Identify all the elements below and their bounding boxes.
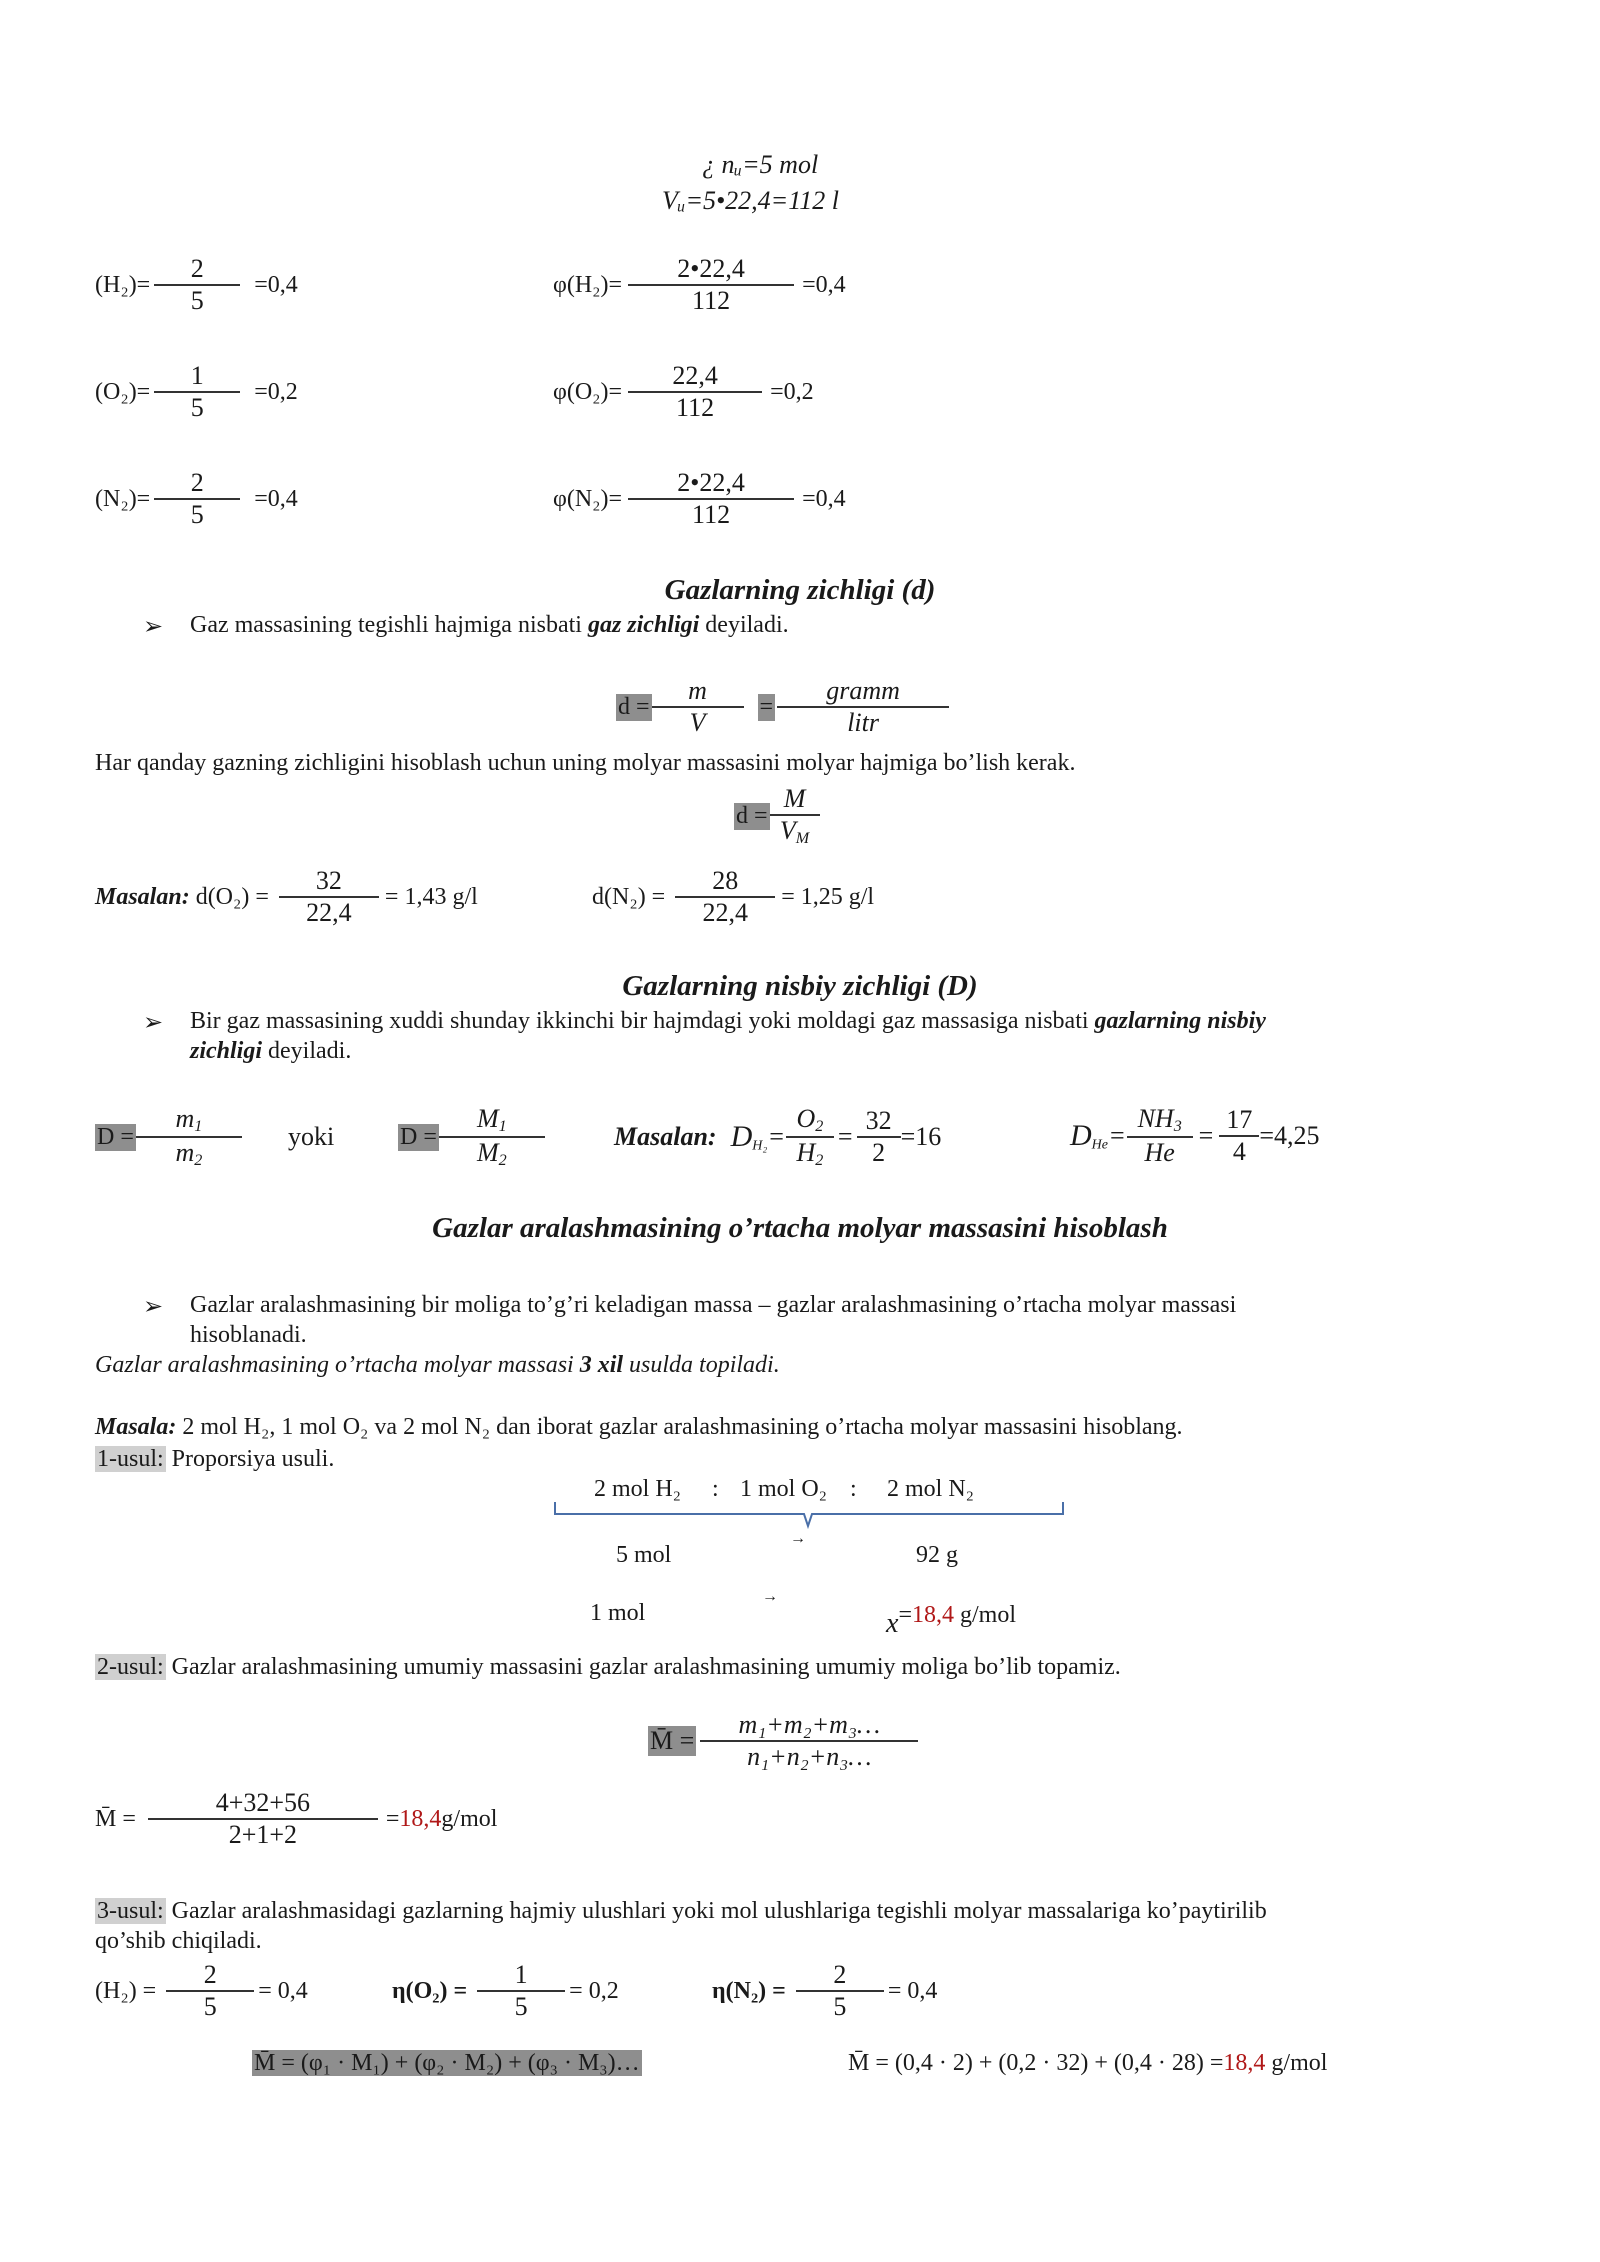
fraction bbox=[628, 361, 762, 423]
denominator: 112 bbox=[676, 393, 715, 422]
result: = 0,2 bbox=[569, 1977, 619, 2004]
numerator: $M_1$ bbox=[477, 1104, 507, 1136]
result: =0,4 bbox=[254, 271, 298, 298]
frac-right-o2 bbox=[553, 361, 814, 423]
arrow-icon: → bbox=[790, 1530, 806, 1547]
label: φ(N₂)= bbox=[553, 485, 623, 512]
numerator: 1 bbox=[190, 361, 204, 390]
prop-h2: 2 mol H₂ bbox=[594, 1476, 682, 1502]
NH3-over-He bbox=[1127, 1104, 1193, 1168]
M: M bbox=[477, 1138, 499, 1168]
section-title-density: Gazlarning zichligi (d) bbox=[664, 574, 936, 606]
density-example-n2 bbox=[592, 866, 874, 928]
denominator: He bbox=[1144, 1138, 1175, 1168]
calc: M̄ = (0,4 · 2) + (0,2 · 32) + (0,4 · 28) = bbox=[848, 2050, 1224, 2076]
three-methods-note bbox=[95, 1352, 780, 1379]
sum-fraction bbox=[700, 1710, 918, 1772]
d-label: d = bbox=[736, 802, 768, 829]
fraction bbox=[675, 866, 775, 928]
text: Gazlar aralashmasining umumiy massasini gazlar aralashmasining umumiy moliga bo’lib topamiz. bbox=[165, 1654, 1121, 1680]
label: φ(H₂)= bbox=[553, 271, 623, 298]
text: Gazlar aralashmasidagi gazlarning hajmiy ulushlari yoki mol ulushlariga tegishli molyar massalariga ko’paytirilib bbox=[165, 1898, 1267, 1924]
frac-left-n2 bbox=[95, 468, 298, 530]
eq: = bbox=[898, 1602, 912, 1628]
frac-right-h2 bbox=[553, 254, 846, 316]
bullet-icon: ➢ bbox=[143, 1010, 164, 1036]
avg-def-l1: Gazlar aralashmasining bir moliga to’g’ri keladigan massa – gazlar aralashmasining o’rtacha molyar massasi bbox=[190, 1292, 1237, 1318]
denominator: 22,4 bbox=[306, 898, 352, 927]
label: φ(O₂)= bbox=[553, 378, 623, 405]
text: usulda topiladi. bbox=[623, 1352, 780, 1378]
sub: M bbox=[795, 830, 810, 848]
value: 18,4 bbox=[399, 1805, 442, 1832]
yoki-text: yoki bbox=[288, 1122, 335, 1151]
prop-result bbox=[886, 1598, 1016, 1639]
result: =16 bbox=[900, 1122, 942, 1152]
method3-line-2: qo’shib chiqiladi. bbox=[95, 1928, 262, 1954]
M-over-VM bbox=[770, 784, 820, 848]
m1-over-m2 bbox=[136, 1104, 242, 1170]
numerator: 1 bbox=[514, 1960, 528, 1989]
numerator: 2 bbox=[190, 254, 204, 283]
M-label: M̄ = bbox=[95, 1805, 136, 1832]
avg-def-l2: hisoblanadi. bbox=[190, 1322, 307, 1348]
numerator: M bbox=[783, 784, 806, 813]
unit: g/mol bbox=[441, 1805, 498, 1832]
M: M bbox=[477, 1104, 499, 1133]
text: Proporsiya usuli. bbox=[165, 1446, 335, 1472]
gramm-over-litr bbox=[777, 676, 949, 738]
D-label: D = bbox=[97, 1123, 134, 1150]
fraction bbox=[166, 1960, 254, 2022]
density-example-o2 bbox=[95, 866, 478, 928]
denominator: 4 bbox=[1232, 1137, 1246, 1166]
sub: He bbox=[1091, 1137, 1108, 1153]
prop-5mol: 5 mol bbox=[616, 1542, 672, 1568]
density-definition bbox=[190, 612, 789, 639]
D-symbol bbox=[731, 1120, 768, 1155]
M1-over-M2 bbox=[439, 1104, 545, 1170]
unit: g/mol bbox=[1265, 2050, 1328, 2076]
method-label: 2-usul: bbox=[97, 1654, 164, 1680]
text: deyiladi. bbox=[699, 612, 789, 638]
calc-fraction bbox=[148, 1788, 378, 1850]
eq-label: = bbox=[759, 693, 774, 720]
fraction bbox=[628, 254, 794, 316]
result: = 1,43 g/l bbox=[384, 883, 478, 910]
masala-label: Masala: bbox=[95, 1414, 177, 1440]
numerator: 17 bbox=[1226, 1105, 1253, 1134]
result: = 0,4 bbox=[258, 1977, 308, 2004]
section-title-average-molar-mass: Gazlar aralashmasining o’rtacha molyar massasini hisoblash bbox=[432, 1212, 1168, 1244]
O: O bbox=[796, 1104, 816, 1133]
result: = 1,25 g/l bbox=[781, 883, 875, 910]
weighted-formula bbox=[252, 2050, 642, 2077]
eq: = bbox=[385, 1805, 400, 1832]
avg-formula bbox=[648, 1710, 918, 1772]
denominator: 2+1+2 bbox=[228, 1820, 298, 1849]
D-example-h2: Masalan: $D_{H_2}$ = $\frac{O_2}{H_2}$ = $\frac{32}{2}$ =16 bbox=[614, 1104, 942, 1170]
O2-over-H2 bbox=[786, 1104, 834, 1170]
numerator: 2•22,4 bbox=[677, 254, 745, 283]
masala-line bbox=[95, 1414, 1183, 1441]
density-text: Har qanday gazning zichligini hisoblash uchun uning molyar massasini molyar hajmiga bo’lish kerak. bbox=[95, 750, 1076, 776]
H: H bbox=[796, 1138, 816, 1168]
arrow-icon: → bbox=[762, 1588, 778, 1605]
fraction bbox=[628, 468, 794, 530]
label: (N₂)= bbox=[95, 485, 151, 512]
numerator: 2 bbox=[203, 1960, 217, 1989]
denominator: 112 bbox=[692, 500, 731, 529]
fraction bbox=[796, 1960, 884, 2022]
value: 18,4 bbox=[911, 1602, 954, 1628]
weighted-calc bbox=[848, 2050, 1327, 2077]
relative-density-def-l2 bbox=[190, 1038, 351, 1065]
m: m bbox=[175, 1104, 195, 1133]
frac-left-h2 bbox=[95, 254, 298, 316]
denominator: 5 bbox=[190, 393, 204, 422]
denominator: 5 bbox=[190, 500, 204, 529]
numerator: 2•22,4 bbox=[677, 468, 745, 497]
result: =0,4 bbox=[802, 271, 846, 298]
denominator: 112 bbox=[692, 286, 731, 315]
result: =0,4 bbox=[802, 485, 846, 512]
method-label: 3-usul: bbox=[97, 1898, 164, 1924]
vu-line: Vᵤ=5•22,4=112 l bbox=[662, 186, 839, 215]
D-formula-molar bbox=[398, 1104, 545, 1170]
example-label: Masalan: bbox=[95, 883, 190, 910]
fraction bbox=[154, 361, 240, 423]
numerator: gramm bbox=[826, 676, 900, 705]
NH: NH bbox=[1137, 1104, 1174, 1133]
denominator: 2 bbox=[872, 1138, 886, 1168]
text: Gaz massasining tegishli hajmiga nisbati bbox=[190, 612, 588, 638]
result: = 0,4 bbox=[887, 1977, 938, 2004]
numerator: 32 bbox=[315, 866, 342, 895]
label: η(N₂) = bbox=[712, 1977, 786, 2004]
m: m bbox=[175, 1138, 195, 1168]
denominator: 5 bbox=[514, 1992, 528, 2021]
result: =0,2 bbox=[770, 378, 814, 405]
denominator: litr bbox=[847, 708, 879, 737]
numerator: 2 bbox=[833, 1960, 847, 1989]
numerator: 2 bbox=[190, 468, 204, 497]
M-label: M̄ = bbox=[650, 1726, 695, 1755]
sub: H₂ bbox=[752, 1138, 768, 1154]
result: =4,25 bbox=[1259, 1121, 1320, 1150]
prop-colon: : bbox=[850, 1476, 857, 1502]
text: Bir gaz massasining xuddi shunday ikkinchi bir hajmdagi yoki moldagi gaz massasiga nisbati bbox=[190, 1008, 1095, 1034]
denominator: 5 bbox=[203, 1992, 217, 2021]
D-symbol bbox=[1070, 1119, 1108, 1154]
fraction bbox=[154, 254, 240, 316]
numerator: 28 bbox=[712, 866, 739, 895]
relative-density-def-l1 bbox=[190, 1008, 1266, 1035]
x: x bbox=[886, 1608, 899, 1639]
numerator: m₁+m₂+m₃… bbox=[738, 1710, 881, 1739]
left: d(O₂) = bbox=[195, 883, 269, 910]
bold: 3 xil bbox=[579, 1352, 624, 1378]
eta-h2 bbox=[95, 1960, 308, 2022]
density-formula bbox=[616, 676, 949, 738]
numerator: 32 bbox=[865, 1106, 892, 1136]
v: V bbox=[779, 816, 796, 845]
denominator: 5 bbox=[833, 1992, 847, 2021]
fraction bbox=[477, 1960, 565, 2022]
prop-colon: : bbox=[712, 1476, 719, 1502]
fraction bbox=[154, 468, 240, 530]
text: Gazlar aralashmasining o’rtacha molyar massasi bbox=[95, 1352, 580, 1378]
unit: g/mol bbox=[953, 1602, 1016, 1628]
32-over-2 bbox=[857, 1106, 901, 1168]
denominator: 22,4 bbox=[702, 898, 748, 927]
example-label: Masalan: bbox=[614, 1122, 717, 1152]
density-formula-molar bbox=[734, 784, 820, 848]
left: d(N₂) = bbox=[592, 883, 666, 910]
prop-o2: 1 mol O₂ bbox=[740, 1476, 828, 1502]
numerator: m bbox=[688, 676, 707, 705]
numerator: $NH_3$ bbox=[1137, 1104, 1182, 1136]
nu-line: ¿ nᵤ=5 mol bbox=[702, 150, 819, 179]
eta-o2 bbox=[392, 1960, 619, 2022]
17-over-4 bbox=[1219, 1105, 1259, 1167]
prop-92g: 92 g bbox=[916, 1542, 958, 1568]
result: =0,2 bbox=[254, 378, 298, 405]
result: =0,4 bbox=[254, 485, 298, 512]
method1-line bbox=[95, 1446, 334, 1473]
D: D bbox=[730, 1119, 753, 1153]
fraction bbox=[279, 866, 379, 928]
denominator bbox=[774, 816, 815, 848]
d-label: d = bbox=[618, 693, 650, 720]
method3-line-1 bbox=[95, 1898, 1267, 1925]
term: gaz zichligi bbox=[587, 612, 700, 638]
label: (H₂) = bbox=[95, 1977, 157, 2004]
section-title-relative-density: Gazlarning nisbiy zichligi (D) bbox=[622, 970, 978, 1002]
denominator: 5 bbox=[190, 286, 204, 315]
numerator: 4+32+56 bbox=[215, 1788, 311, 1817]
D-example-he: $D_{He}$ = $\frac{NH_3}{He}$ = $\frac{17}{4}$ =4,25 bbox=[1070, 1104, 1320, 1168]
curly-brace bbox=[552, 1500, 1068, 1540]
numerator: 22,4 bbox=[672, 361, 718, 390]
avg-calc bbox=[95, 1788, 497, 1850]
method2-line bbox=[95, 1654, 1121, 1681]
label: η(O₂) = bbox=[392, 1977, 468, 2004]
D-label: D = bbox=[400, 1123, 437, 1150]
frac-right-n2 bbox=[553, 468, 846, 530]
term: zichligi bbox=[190, 1038, 263, 1064]
prop-1mol: 1 mol bbox=[590, 1600, 646, 1626]
denominator: $M_2$ bbox=[477, 1138, 507, 1170]
label: (H₂)= bbox=[95, 271, 151, 298]
numerator: $m_1$ bbox=[175, 1104, 203, 1136]
m-over-v bbox=[652, 676, 744, 738]
text: deyiladi. bbox=[262, 1038, 352, 1064]
D: D bbox=[1070, 1118, 1092, 1152]
denominator: $H_2$ bbox=[796, 1138, 824, 1170]
value: 18,4 bbox=[1223, 2050, 1266, 2076]
term: gazlarning nisbiy bbox=[1094, 1008, 1266, 1034]
method-label: 1-usul: bbox=[97, 1446, 164, 1472]
label: (O₂)= bbox=[95, 378, 151, 405]
bullet-icon: ➢ bbox=[143, 614, 164, 640]
denominator: n₁+n₂+n₃… bbox=[747, 1742, 872, 1771]
text: 2 mol H₂, 1 mol O₂ va 2 mol N₂ dan iborat gazlar aralashmasining o’rtacha molyar massasini hisoblang. bbox=[176, 1414, 1183, 1440]
D-formula-mass bbox=[95, 1104, 242, 1170]
numerator: $O_2$ bbox=[796, 1104, 824, 1136]
denominator: V bbox=[689, 708, 706, 737]
eta-n2 bbox=[712, 1960, 937, 2022]
bullet-icon: ➢ bbox=[143, 1294, 164, 1320]
formula: M̄ = (φ₁ · M₁) + (φ₂ · M₂) + (φ₃ · M₃)… bbox=[254, 2050, 640, 2076]
frac-left-o2 bbox=[95, 361, 298, 423]
prop-n2: 2 mol N₂ bbox=[887, 1476, 975, 1502]
denominator: $m_2$ bbox=[175, 1138, 203, 1170]
